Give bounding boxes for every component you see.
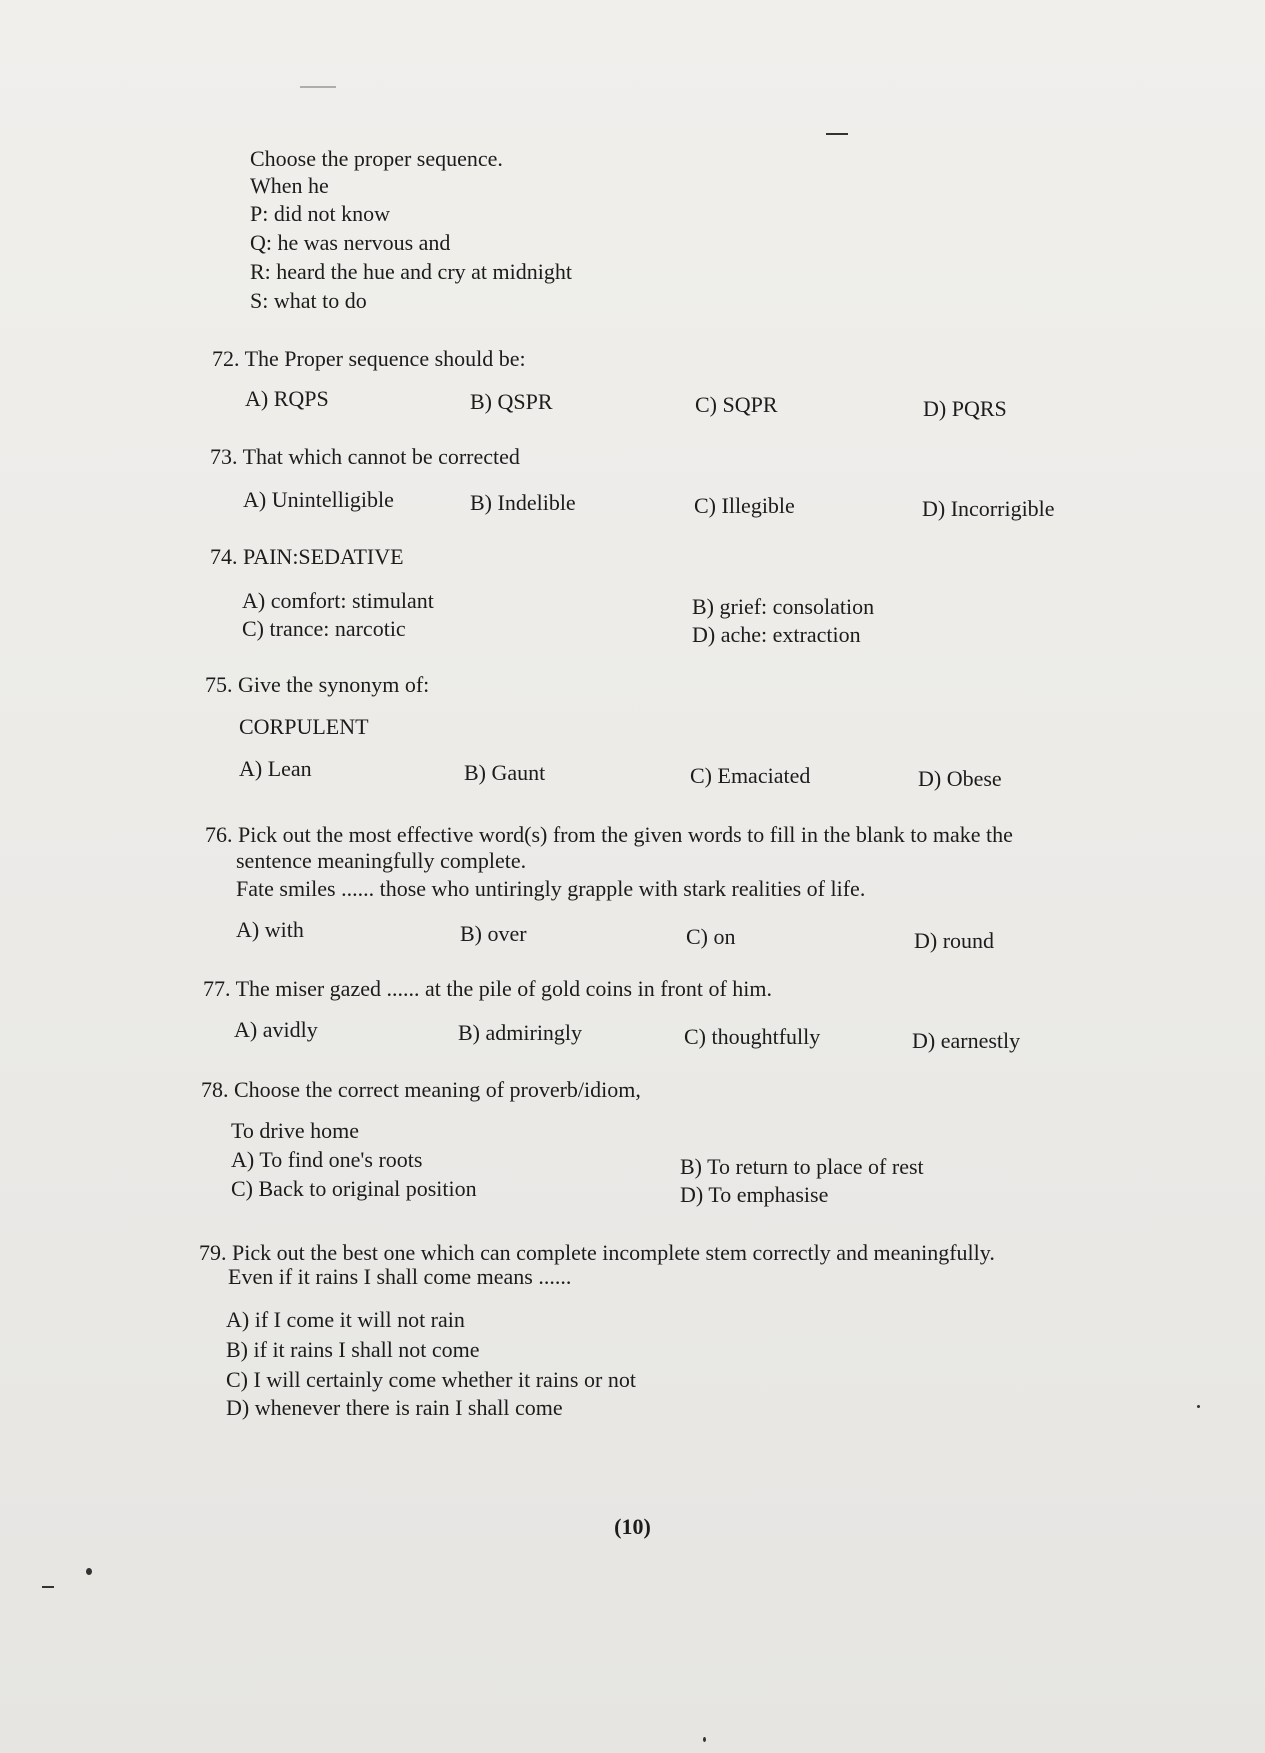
question-73-stem: 73. That which cannot be corrected (210, 444, 520, 469)
question-77-option-a: A) avidly (234, 1017, 318, 1042)
question-78-option-a: A) To find one's roots (231, 1147, 423, 1172)
question-74-option-b: B) grief: consolation (692, 594, 875, 619)
question-78-option-b: B) To return to place of rest (680, 1154, 924, 1179)
question-72-option-b: B) QSPR (470, 389, 553, 414)
intro-part-q: Q: he was nervous and (250, 230, 451, 255)
question-72-stem: 72. The Proper sequence should be: (212, 346, 526, 371)
question-79-option-c: C) I will certainly come whether it rains or not (226, 1367, 636, 1392)
question-79-stem-line1: 79. Pick out the best one which can complete incomplete stem correctly and meaningfully. (199, 1240, 995, 1265)
question-75-option-b: B) Gaunt (464, 760, 546, 785)
question-75-option-d: D) Obese (918, 766, 1002, 791)
question-76-stem-line2: sentence meaningfully complete. (236, 848, 527, 873)
question-73-option-b: B) Indelible (470, 490, 576, 515)
question-73-option-d: D) Incorrigible (922, 496, 1055, 521)
question-75-word: CORPULENT (239, 714, 369, 739)
question-75-stem: 75. Give the synonym of: (205, 672, 430, 697)
intro-part-s: S: what to do (250, 288, 367, 313)
question-73-option-a: A) Unintelligible (243, 487, 394, 512)
question-74-option-d: D) ache: extraction (692, 622, 861, 647)
question-79-option-b: B) if it rains I shall not come (226, 1337, 480, 1362)
intro-instruction: Choose the proper sequence. (250, 146, 503, 171)
question-76-sentence: Fate smiles ...... those who untiringly grapple with stark realities of life. (236, 876, 866, 901)
question-75-option-c: C) Emaciated (690, 763, 811, 788)
question-78-stem: 78. Choose the correct meaning of proverb/idiom, (201, 1077, 641, 1102)
question-76-option-c: C) on (686, 924, 736, 949)
question-76-option-d: D) round (914, 928, 995, 953)
scan-speck (1197, 1405, 1200, 1408)
question-79-option-a: A) if I come it will not rain (226, 1307, 465, 1332)
question-75-option-a: A) Lean (239, 756, 312, 781)
intro-part-p: P: did not know (250, 201, 390, 226)
question-79-option-d: D) whenever there is rain I shall come (226, 1395, 563, 1420)
question-76-option-b: B) over (460, 921, 527, 946)
question-77-stem: 77. The miser gazed ...... at the pile of gold coins in front of him. (203, 976, 773, 1001)
intro-sentence-start: When he (250, 173, 329, 198)
intro-part-r: R: heard the hue and cry at midnight (250, 259, 572, 284)
question-78-option-d: D) To emphasise (680, 1182, 829, 1207)
question-74-stem: 74. PAIN:SEDATIVE (210, 544, 404, 569)
scan-mark (826, 133, 848, 135)
question-72-option-a: A) RQPS (245, 386, 329, 411)
page-number: (10) (614, 1514, 651, 1539)
scan-mark (300, 86, 336, 88)
question-77-option-b: B) admiringly (458, 1020, 583, 1045)
question-79-stem-line2: Even if it rains I shall come means ...... (228, 1264, 572, 1289)
question-77-option-c: C) thoughtfully (684, 1024, 821, 1049)
question-78-phrase: To drive home (231, 1118, 359, 1143)
question-77-option-d: D) earnestly (912, 1028, 1021, 1053)
question-72-option-d: D) PQRS (923, 396, 1007, 421)
question-74-option-a: A) comfort: stimulant (242, 588, 434, 613)
question-72-option-c: C) SQPR (695, 392, 778, 417)
scan-speck (86, 1568, 92, 1575)
question-73-option-c: C) Illegible (694, 493, 795, 518)
scan-speck (703, 1737, 706, 1742)
question-74-option-c: C) trance: narcotic (242, 616, 406, 641)
question-76-stem-line1: 76. Pick out the most effective word(s) from the given words to fill in the blank to make the (205, 822, 1013, 847)
question-78-option-c: C) Back to original position (231, 1176, 477, 1201)
scan-mark (42, 1586, 54, 1588)
question-76-option-a: A) with (236, 917, 304, 942)
